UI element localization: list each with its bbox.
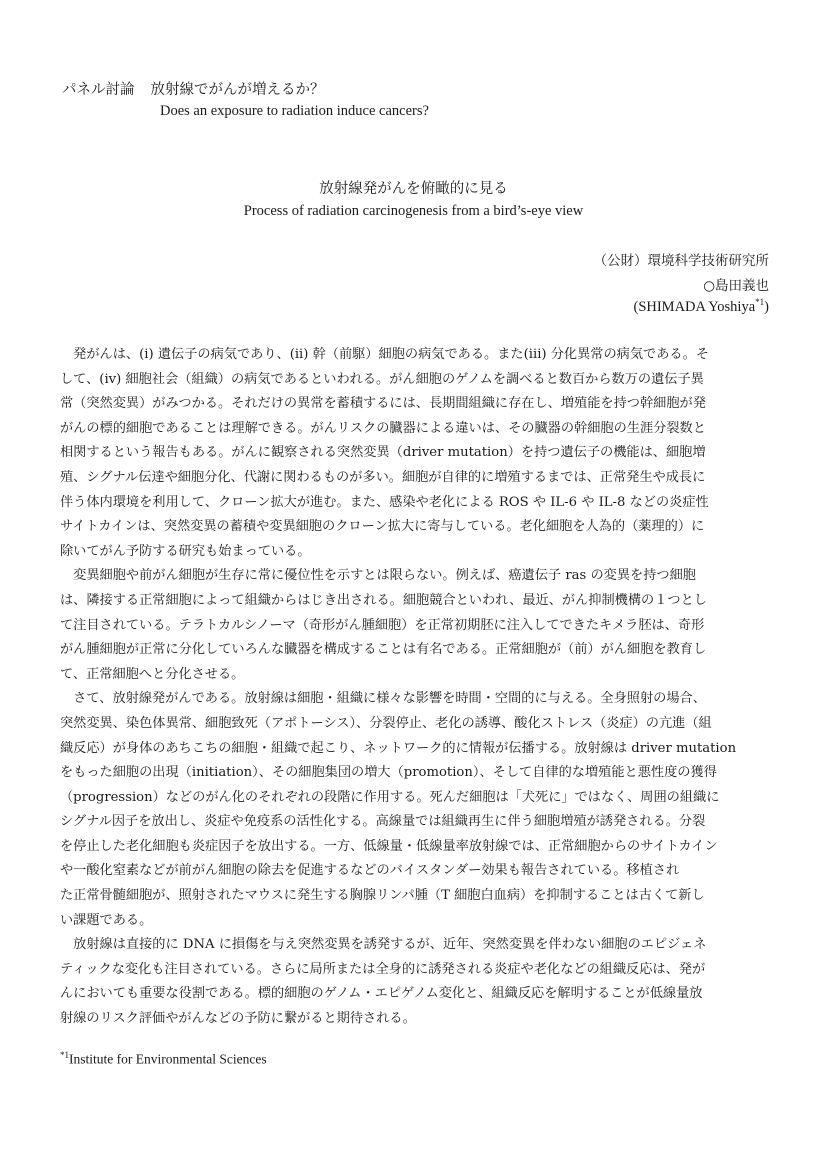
panel-label: パネル討論 bbox=[62, 82, 135, 98]
body-line: 突然変異、染色体異常、細胞致死（アポトーシス）、分裂停止、老化の誘導、酸化ストレス（炎症）の亢進（組 bbox=[60, 715, 712, 731]
panel-title-en: Does an exposure to radiation induce cancers? bbox=[160, 103, 429, 119]
paper-title-en: Process of radiation carcinogenesis from a bird’s-eye view bbox=[243, 203, 584, 219]
body-line: を停止した老化細胞も炎症因子を放出する。一方、低線量・低線量率放射線では、正常細胞からのサイトカイン bbox=[60, 838, 718, 854]
body-line: して、(iv) 細胞社会（組織）の病気であるといわれる。がん細胞のゲノムを調べると数百から数万の遺伝子異 bbox=[60, 371, 704, 387]
body-line: 射線のリスク評価やがんなどの予防に繋がると期待される。 bbox=[60, 1011, 416, 1027]
body-line: 発がんは、(i) 遺伝子の病気であり、(ii) 幹（前駆）細胞の病気である。また(iii) 分化異常の病気である。そ bbox=[60, 347, 709, 362]
author-name-en-close: ) bbox=[764, 298, 769, 315]
body-line: て、正常細胞へと分化させる。 bbox=[60, 666, 245, 682]
body-line: をもった細胞の出現（initiation）、その細胞集団の増大（promotion）、そして自律的な増殖能と悪性度の獲得 bbox=[60, 765, 717, 781]
body-line: 殖、シグナル伝達や細胞分化、代謝に関わるものが多い。細胞が自律的に増殖するまでは、正常発生や成長に bbox=[60, 469, 706, 485]
paper-title-jp: 放射線発がんを俯瞰的に見る bbox=[319, 181, 508, 197]
body-line: 除いてがん予防する研究も始まっている。 bbox=[60, 543, 311, 559]
body-line: （progression）などのがん化のそれぞれの段階に作用する。死んだ細胞は「犬死に」ではなく、周囲の組織に bbox=[60, 789, 720, 805]
body-line: 変異細胞や前がん細胞が生存に常に優位性を示すとは限らない。例えば、癌遺伝子 ras の変異を持つ細胞 bbox=[60, 568, 696, 584]
body-line: 伴う体内環境を利用して、クローン拡大が進む。また、感染や老化による ROS や IL-6 や IL-8 などの炎症性 bbox=[60, 494, 709, 510]
body-line: んにおいても重要な役割である。標的細胞のゲノム・エピゲノム変化と、組織反応を解明することが低線量放 bbox=[60, 986, 703, 1002]
author-footnote-mark: *1 bbox=[755, 297, 765, 307]
body-line: い課題である。 bbox=[60, 912, 153, 928]
body-line: シグナル因子を放出し、炎症や免疫系の活性化する。高線量では組織再生に伴う細胞増殖が誘発される。分裂 bbox=[60, 814, 706, 830]
body-line: 常（突然変異）がみつかる。それだけの異常を蓄積するには、長期間組織に存在し、増殖能を持つ幹細胞が発 bbox=[60, 396, 706, 412]
body-line: て注目されている。テラトカルシノーマ（奇形がん腫細胞）を正常初期胚に注入してできたキメラ胚は、奇形 bbox=[60, 617, 705, 633]
body-line: 織反応）が身体のあちこちの細胞・組織で起こり、ネットワーク的に情報が伝播する。放射線は driver mutation bbox=[60, 740, 737, 756]
author-name-en bbox=[633, 297, 769, 316]
affiliation-org: （公財）環境科学技術研究所 bbox=[593, 253, 769, 269]
panel-title-jp: 放射線でがんが増えるか？ bbox=[150, 82, 325, 98]
body-line: ティックな変化も注目されている。さらに局所または全身的に誘発される炎症や老化などの組織反応は、発が bbox=[60, 961, 706, 977]
body-line: 放射線は直接的に DNA に損傷を与え突然変異を誘発するが、近年、突然変異を伴わない細胞のエピジェネ bbox=[60, 937, 707, 953]
author-name-en-text: (SHIMADA Yoshiya bbox=[633, 298, 756, 315]
body-line: サイトカインは、突然変異の蓄積や変異細胞のクローン拡大に寄与している。老化細胞を人為的（薬理的）に bbox=[60, 519, 705, 535]
author-name-jp: ○島田義也 bbox=[703, 278, 769, 294]
footnote-mark: *1 bbox=[60, 1050, 69, 1060]
body-line: は、隣接する正常細胞によって組織からはじき出される。細胞競合といわれ、最近、がん抑制機構の１つとし bbox=[60, 592, 707, 608]
body-line: がん腫細胞が正常に分化していろんな臓器を構成することは有名である。正常細胞が（前）がん細胞を教育し bbox=[60, 642, 707, 658]
body-line: さて、放射線発がんである。放射線は細胞・組織に様々な影響を時間・空間的に与える。全身照射の場合、 bbox=[60, 691, 706, 707]
body-text bbox=[60, 343, 770, 1032]
footnote-text: Institute for Environmental Sciences bbox=[69, 1051, 267, 1067]
body-line: た正常骨髄細胞が、照射されたマウスに発生する胸腺リンパ腫（T 細胞白血病）を抑制することは古くて新し bbox=[60, 888, 705, 904]
body-line: がんの標的細胞であることは理解できる。がんリスクの臓器による違いは、その臓器の幹細胞の生涯分裂数と bbox=[60, 420, 706, 436]
body-line: 相関するという報告もある。がんに観察される突然変異（driver mutation）を持つ遺伝子の機能は、細胞増 bbox=[60, 445, 706, 461]
footnote bbox=[60, 1050, 267, 1068]
body-line: や一酸化窒素などが前がん細胞の除去を促進するなどのバイスタンダー効果も報告されている。移植され bbox=[60, 863, 680, 879]
panel-header bbox=[62, 78, 325, 99]
